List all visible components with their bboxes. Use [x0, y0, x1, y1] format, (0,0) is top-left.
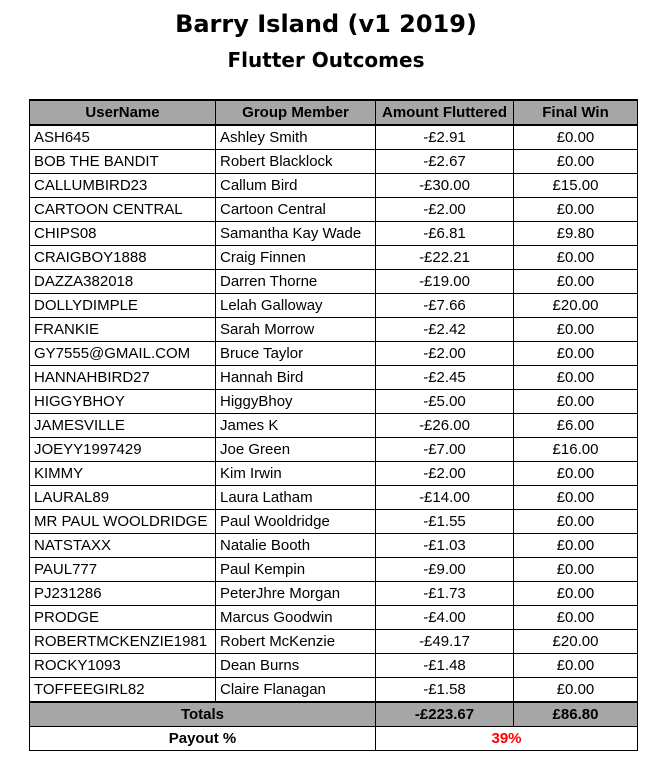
- cell-final-win: £0.00: [514, 582, 638, 606]
- cell-final-win: £0.00: [514, 342, 638, 366]
- cell-group-member: Hannah Bird: [216, 366, 376, 390]
- cell-username: NATSTAXX: [30, 534, 216, 558]
- cell-final-win: £9.80: [514, 222, 638, 246]
- payout-value: 39%: [376, 727, 638, 751]
- cell-amount-fluttered: -£7.66: [376, 294, 514, 318]
- cell-amount-fluttered: -£1.55: [376, 510, 514, 534]
- table-row: [30, 510, 638, 534]
- cell-group-member: Robert Blacklock: [216, 150, 376, 174]
- cell-username: DAZZA382018: [30, 270, 216, 294]
- cell-final-win: £0.00: [514, 678, 638, 703]
- header-username: UserName: [30, 100, 216, 125]
- cell-amount-fluttered: -£1.58: [376, 678, 514, 703]
- cell-final-win: £20.00: [514, 630, 638, 654]
- cell-group-member: Laura Latham: [216, 486, 376, 510]
- table-row: [30, 174, 638, 198]
- cell-group-member: Craig Finnen: [216, 246, 376, 270]
- cell-final-win: £0.00: [514, 246, 638, 270]
- page-subtitle: Flutter Outcomes: [227, 48, 425, 72]
- cell-amount-fluttered: -£26.00: [376, 414, 514, 438]
- cell-username: PJ231286: [30, 582, 216, 606]
- table-row: [30, 630, 638, 654]
- cell-username: CARTOON CENTRAL: [30, 198, 216, 222]
- cell-final-win: £0.00: [514, 366, 638, 390]
- cell-amount-fluttered: -£19.00: [376, 270, 514, 294]
- cell-username: CHIPS08: [30, 222, 216, 246]
- table-row: [30, 222, 638, 246]
- cell-final-win: £0.00: [514, 462, 638, 486]
- cell-username: ASH645: [30, 125, 216, 150]
- cell-final-win: £0.00: [514, 150, 638, 174]
- cell-group-member: Natalie Booth: [216, 534, 376, 558]
- cell-final-win: £20.00: [514, 294, 638, 318]
- table-row: [30, 462, 638, 486]
- cell-group-member: Dean Burns: [216, 654, 376, 678]
- cell-username: MR PAUL WOOLDRIDGE: [30, 510, 216, 534]
- totals-win: £86.80: [514, 702, 638, 727]
- cell-group-member: Bruce Taylor: [216, 342, 376, 366]
- cell-group-member: Robert McKenzie: [216, 630, 376, 654]
- table-row: [30, 558, 638, 582]
- cell-username: ROBERTMCKENZIE1981: [30, 630, 216, 654]
- totals-row: [30, 702, 638, 727]
- table-row: [30, 342, 638, 366]
- cell-amount-fluttered: -£2.00: [376, 198, 514, 222]
- cell-username: JOEYY1997429: [30, 438, 216, 462]
- table-row: [30, 678, 638, 703]
- cell-final-win: £0.00: [514, 606, 638, 630]
- cell-amount-fluttered: -£5.00: [376, 390, 514, 414]
- cell-amount-fluttered: -£2.42: [376, 318, 514, 342]
- cell-final-win: £0.00: [514, 558, 638, 582]
- cell-username: ROCKY1093: [30, 654, 216, 678]
- cell-group-member: Joe Green: [216, 438, 376, 462]
- cell-group-member: Marcus Goodwin: [216, 606, 376, 630]
- cell-final-win: £6.00: [514, 414, 638, 438]
- page-title: Barry Island (v1 2019): [175, 10, 477, 38]
- cell-amount-fluttered: -£49.17: [376, 630, 514, 654]
- cell-final-win: £0.00: [514, 318, 638, 342]
- table-row: [30, 270, 638, 294]
- cell-final-win: £15.00: [514, 174, 638, 198]
- cell-amount-fluttered: -£1.03: [376, 534, 514, 558]
- cell-group-member: Cartoon Central: [216, 198, 376, 222]
- cell-amount-fluttered: -£30.00: [376, 174, 514, 198]
- cell-amount-fluttered: -£2.00: [376, 342, 514, 366]
- cell-username: FRANKIE: [30, 318, 216, 342]
- cell-amount-fluttered: -£9.00: [376, 558, 514, 582]
- cell-amount-fluttered: -£22.21: [376, 246, 514, 270]
- cell-username: PRODGE: [30, 606, 216, 630]
- cell-username: DOLLYDIMPLE: [30, 294, 216, 318]
- header-final-win: Final Win: [514, 100, 638, 125]
- table-row: [30, 438, 638, 462]
- cell-username: GY7555@GMAIL.COM: [30, 342, 216, 366]
- cell-group-member: James K: [216, 414, 376, 438]
- table-row: [30, 125, 638, 150]
- cell-group-member: Ashley Smith: [216, 125, 376, 150]
- cell-group-member: Lelah Galloway: [216, 294, 376, 318]
- cell-group-member: Kim Irwin: [216, 462, 376, 486]
- cell-amount-fluttered: -£2.45: [376, 366, 514, 390]
- cell-final-win: £0.00: [514, 510, 638, 534]
- cell-final-win: £0.00: [514, 486, 638, 510]
- cell-group-member: PeterJhre Morgan: [216, 582, 376, 606]
- cell-group-member: Paul Kempin: [216, 558, 376, 582]
- header-group-member: Group Member: [216, 100, 376, 125]
- payout-row: [30, 727, 638, 751]
- cell-amount-fluttered: -£14.00: [376, 486, 514, 510]
- totals-label: Totals: [30, 702, 376, 727]
- cell-final-win: £0.00: [514, 125, 638, 150]
- cell-amount-fluttered: -£6.81: [376, 222, 514, 246]
- table-row: [30, 606, 638, 630]
- header-row: [30, 100, 638, 125]
- cell-username: CALLUMBIRD23: [30, 174, 216, 198]
- table-row: [30, 318, 638, 342]
- table-row: [30, 294, 638, 318]
- table-row: [30, 654, 638, 678]
- table-row: [30, 534, 638, 558]
- cell-final-win: £0.00: [514, 534, 638, 558]
- cell-final-win: £16.00: [514, 438, 638, 462]
- table-body: [30, 125, 638, 702]
- cell-group-member: HiggyBhoy: [216, 390, 376, 414]
- cell-username: BOB THE BANDIT: [30, 150, 216, 174]
- cell-amount-fluttered: -£2.00: [376, 462, 514, 486]
- cell-final-win: £0.00: [514, 198, 638, 222]
- cell-username: KIMMY: [30, 462, 216, 486]
- cell-final-win: £0.00: [514, 654, 638, 678]
- table-row: [30, 366, 638, 390]
- cell-username: HANNAHBIRD27: [30, 366, 216, 390]
- cell-amount-fluttered: -£1.73: [376, 582, 514, 606]
- cell-group-member: Samantha Kay Wade: [216, 222, 376, 246]
- cell-amount-fluttered: -£1.48: [376, 654, 514, 678]
- cell-amount-fluttered: -£2.67: [376, 150, 514, 174]
- cell-amount-fluttered: -£4.00: [376, 606, 514, 630]
- cell-group-member: Callum Bird: [216, 174, 376, 198]
- cell-username: LAURAL89: [30, 486, 216, 510]
- table-row: [30, 582, 638, 606]
- table-row: [30, 390, 638, 414]
- header-amount-fluttered: Amount Fluttered: [376, 100, 514, 125]
- cell-amount-fluttered: -£2.91: [376, 125, 514, 150]
- cell-amount-fluttered: -£7.00: [376, 438, 514, 462]
- table-row: [30, 414, 638, 438]
- cell-group-member: Claire Flanagan: [216, 678, 376, 703]
- cell-username: CRAIGBOY1888: [30, 246, 216, 270]
- table-row: [30, 198, 638, 222]
- cell-group-member: Darren Thorne: [216, 270, 376, 294]
- cell-final-win: £0.00: [514, 270, 638, 294]
- cell-group-member: Paul Wooldridge: [216, 510, 376, 534]
- table-row: [30, 246, 638, 270]
- table-row: [30, 150, 638, 174]
- flutter-outcomes-table: [29, 99, 638, 751]
- cell-final-win: £0.00: [514, 390, 638, 414]
- cell-username: PAUL777: [30, 558, 216, 582]
- cell-username: HIGGYBHOY: [30, 390, 216, 414]
- cell-username: JAMESVILLE: [30, 414, 216, 438]
- cell-username: TOFFEEGIRL82: [30, 678, 216, 703]
- totals-amount: -£223.67: [376, 702, 514, 727]
- cell-group-member: Sarah Morrow: [216, 318, 376, 342]
- payout-label: Payout %: [30, 727, 376, 751]
- table-row: [30, 486, 638, 510]
